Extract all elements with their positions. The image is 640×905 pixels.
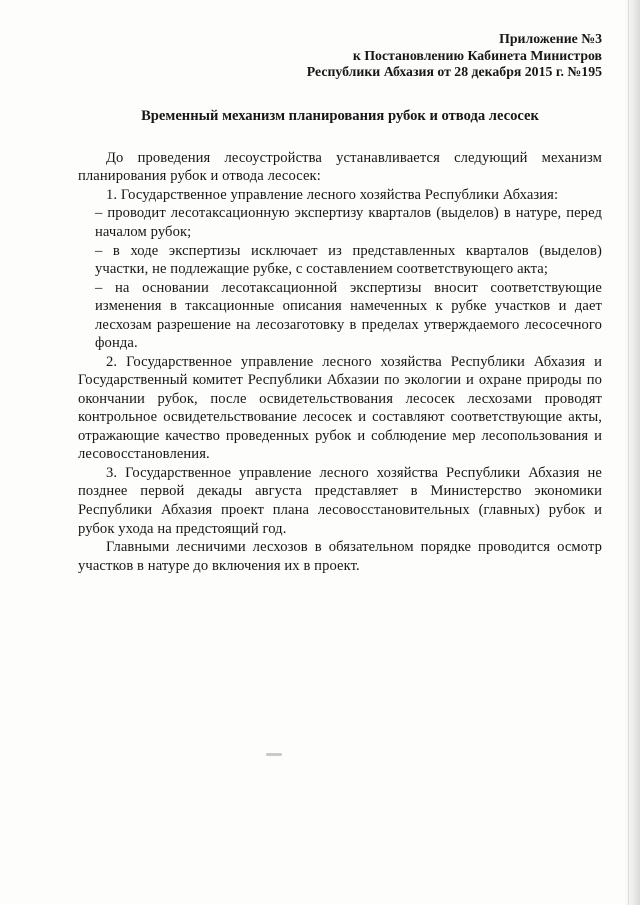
scan-smudge-mark — [266, 753, 282, 756]
paragraph-item-2: 2. Государственное управление лесного хозяйства Республики Абхазия и Государственный комитет Республики Абхазии по экологии и охране природы по окончании рубок, после освидетельствования лесосек лесхозами проводят контрольное освидетельствование лесосек и составляют соответствующие акты, отражающие качество проведенных рубок и соблюдение мер лесопользования и лесовосстановления. — [78, 353, 602, 463]
paragraph-item-3: 3. Государственное управление лесного хозяйства Республики Абхазия не позднее первой декады августа представляет в Министерство экономики Республики Абхазия проект плана лесовосстановительных (главных) рубок и рубок ухода на предстоящий год. — [78, 464, 602, 537]
document-content — [78, 31, 602, 575]
document-body — [78, 149, 602, 575]
scan-edge-line — [628, 0, 629, 905]
paragraph-dash-1: – проводит лесотаксационную экспертизу кварталов (выделов) в натуре, перед началом рубок; — [95, 205, 602, 240]
appendix-number: Приложение №3 — [499, 31, 602, 46]
paragraph-final: Главными лесничими лесхозов в обязательном порядке проводится осмотр участков в натуре до включения их в проект. — [78, 539, 602, 574]
decree-reference-line1: к Постановлению Кабинета Министров — [352, 47, 602, 63]
paragraph-intro: До проведения лесоустройства устанавливается следующий механизм планирования рубок и отвода лесосек: — [78, 149, 602, 185]
decree-reference-line2: Республики Абхазия от 28 декабря 2015 г. №195 — [306, 64, 602, 80]
paragraph-dash-3: – на основании лесотаксационной экспертизы вносит соответствующие изменения в таксационные описания намеченных к рубке участков и дает лесхозам разрешение на лесозаготовку в пределах утверждаемого лесосечного фонда. — [95, 279, 602, 352]
appendix-header — [78, 31, 602, 81]
document-title: Временный механизм планирования рубок и отвода лесосек — [141, 107, 539, 124]
paragraph-item-1: 1. Государственное управление лесного хозяйства Республики Абхазия: — [106, 186, 559, 203]
scan-edge-shadow — [624, 0, 640, 905]
paragraph-dash-2: – в ходе экспертизы исключает из представленных кварталов (выделов) участки, не подлежащие рубке, с составлением соответствующего акта; — [95, 242, 602, 278]
